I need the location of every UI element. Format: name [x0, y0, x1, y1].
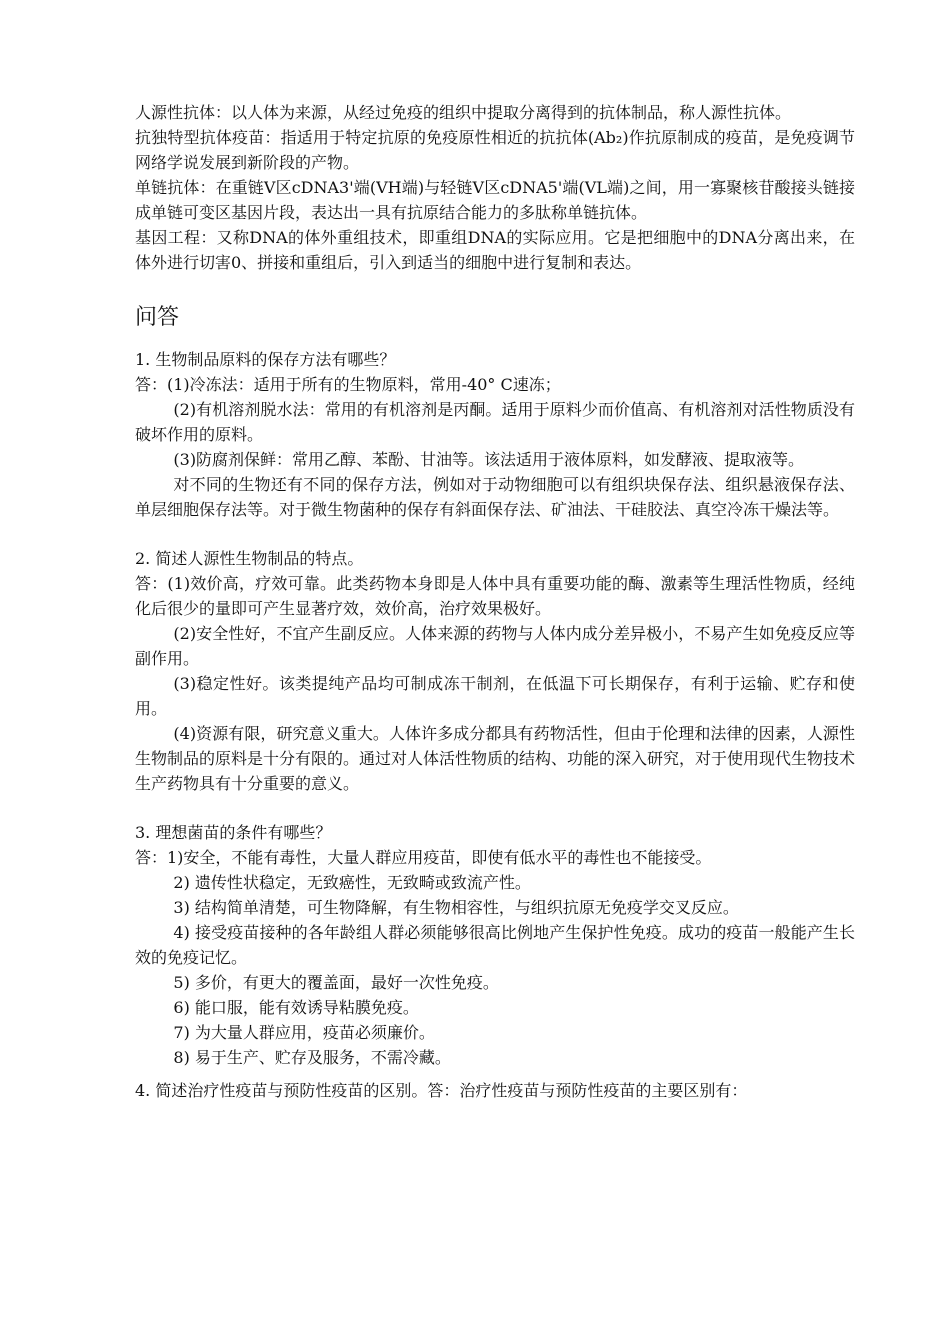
definition-single-chain-antibody: 单链抗体：在重链Ⅴ区cDNA3'端(VH端)与轻链Ⅴ区cDNA5'端(VL端)之间，用一寡聚核苷酸接头链接成单链可变区基因片段，表达出一具有抗原结合能力的多肽称单链抗体。	[135, 178, 855, 222]
answer-1-item-3: (3)防腐剂保鲜：常用乙醇、苯酚、甘油等。该法适用于液体原料，如发酵液、提取液等。	[173, 450, 805, 469]
answer-2-item-2: (2)安全性好，不宜产生副反应。人体来源的药物与人体内成分差异极小，不易产生如免疫反应等副作用。	[135, 624, 855, 668]
answer-2-item-4: (4)资源有限，研究意义重大。人体许多成分都具有药物活性，但由于伦理和法律的因素，人源性生物制品的原料是十分有限的。通过对人体活性物质的结构、功能的深入研究，对于使用现代生物技术生产药物具有十分重要的意义。	[135, 724, 856, 793]
answer-2-item-3: (3)稳定性好。该类提纯产品均可制成冻干制剂，在低温下可长期保存，有利于运输、贮存和使用。	[135, 674, 855, 718]
answer-3-item-4: 4) 接受疫苗接种的各年龄组人群必须能够很高比例地产生保护性免疫。成功的疫苗一般能产生长效的免疫记忆。	[135, 923, 855, 967]
question-4: 4. 简述治疗性疫苗与预防性疫苗的区别。答：治疗性疫苗与预防性疫苗的主要区别有：	[135, 1081, 748, 1100]
answer-3-item-8: 8) 易于生产、贮存及服务，不需冷藏。	[173, 1048, 451, 1067]
answer-1-item-2: (2)有机溶剂脱水法：常用的有机溶剂是丙酮。适用于原料少而价值高、有机溶剂对活性物质没有破坏作用的原料。	[135, 400, 855, 444]
answer-3-item-3: 3) 结构简单清楚，可生物降解，有生物相容性，与组织抗原无免疫学交叉反应。	[173, 898, 739, 917]
section-title-qa: 问答	[135, 305, 180, 330]
document-body	[135, 100, 855, 1103]
spacer	[135, 796, 855, 820]
definition-anti-idiotype-vaccine: 抗独特型抗体疫苗：指适用于特定抗原的免疫原性相近的抗抗体(Ab₂)作抗原制成的疫苗，是免疫调节网络学说发展到新阶段的产物。	[135, 128, 855, 172]
question-1: 1. 生物制品原料的保存方法有哪些？	[135, 350, 396, 369]
spacer	[135, 1070, 855, 1078]
definition-humanized-antibody: 人源性抗体：以人体为来源，从经过免疫的组织中提取分离得到的抗体制品，称人源性抗体。	[135, 103, 792, 122]
question-3: 3. 理想菌苗的条件有哪些？	[135, 823, 332, 842]
answer-3-item-5: 5) 多价，有更大的覆盖面，最好一次性免疫。	[173, 973, 499, 992]
question-2: 2. 简述人源性生物制品的特点。	[135, 549, 364, 568]
spacer	[135, 522, 855, 546]
answer-2-item-1: 答：(1)效价高，疗效可靠。此类药物本身即是人体中具有重要功能的酶、激素等生理活性物质，经纯化后很少的量即可产生显著疗效，效价高，治疗效果极好。	[135, 574, 855, 618]
definition-genetic-engineering: 基因工程：又称DNA的体外重组技术，即重组DNA的实际应用。它是把细胞中的DNA分离出来，在体外进行切害0、拼接和重组后，引入到适当的细胞中进行复制和表达。	[135, 228, 855, 272]
answer-3-item-7: 7) 为大量人群应用，疫苗必须廉价。	[173, 1023, 435, 1042]
answer-3-item-1: 答：1)安全，不能有毒性，大量人群应用疫苗，即使有低水平的毒性也不能接受。	[135, 848, 712, 867]
answer-1-item-1: 答：(1)冷冻法：适用于所有的生物原料，常用-40° C速冻；	[135, 375, 561, 394]
answer-1-note: 对不同的生物还有不同的保存方法，例如对于动物细胞可以有组织块保存法、组织悬液保存法、单层细胞保存法等。对于微生物菌种的保存有斜面保存法、矿油法、干硅胶法、真空冷冻干燥法等。	[135, 475, 855, 519]
answer-3-item-2: 2) 遗传性状稳定，无致癌性，无致畸或致流产性。	[173, 873, 531, 892]
answer-3-item-6: 6) 能口服，能有效诱导粘膜免疫。	[173, 998, 419, 1017]
